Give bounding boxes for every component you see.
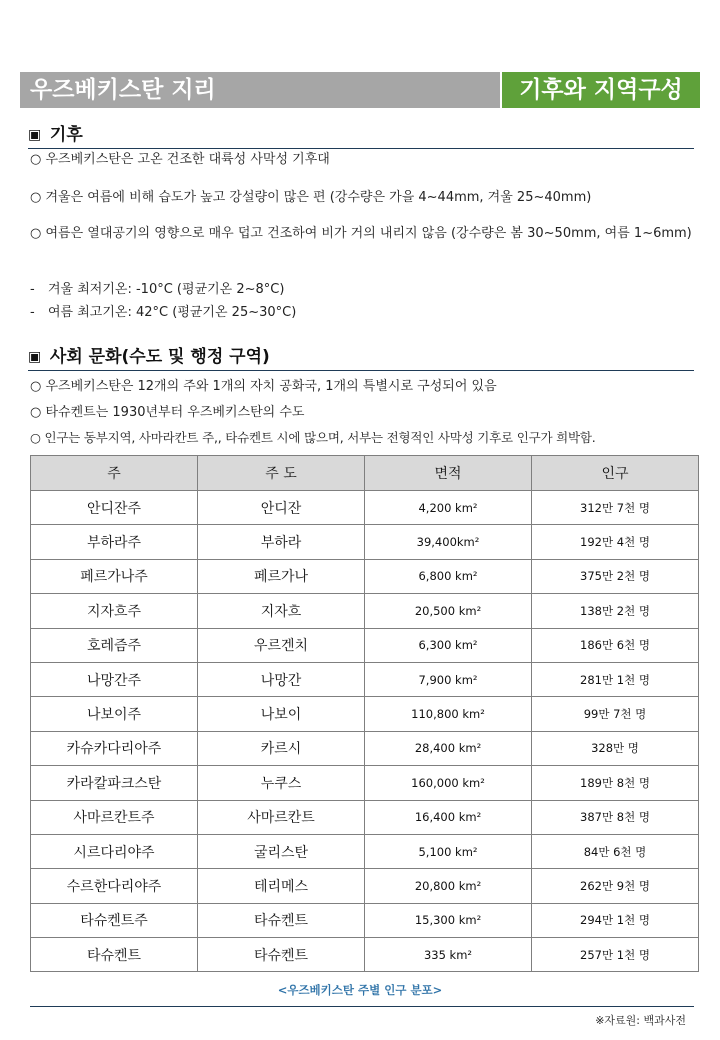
society-item: ○ 타슈켄트는 1930년부터 우즈베키스탄의 수도: [30, 405, 305, 420]
capital-cell: 카르시: [198, 731, 365, 765]
society-item: ○ 인구는 동부지역, 사마라칸트 주,, 타슈켄트 시에 많으며, 서부는 전형적인 사막성 기후로 인구가 희박함.: [30, 430, 596, 445]
capital-cell: 테리메스: [198, 869, 365, 903]
table-row: [31, 731, 699, 765]
table-row: [31, 525, 699, 559]
square-bullet-icon: ▣: [28, 127, 42, 143]
column-header-capital: 주 도: [198, 456, 365, 491]
capital-cell: 누쿠스: [198, 766, 365, 800]
capital-cell: 타슈켄트: [198, 903, 365, 937]
province-cell: 부하라주: [31, 525, 198, 559]
capital-cell: 페르가나: [198, 559, 365, 593]
capital-cell: 부하라: [198, 525, 365, 559]
column-header-population: 인구: [532, 456, 699, 491]
population-cell: 387만 8천 명: [532, 800, 699, 834]
province-cell: 카슈카다리아주: [31, 731, 198, 765]
province-cell: 지자흐주: [31, 594, 198, 628]
population-cell: 138만 2천 명: [532, 594, 699, 628]
table-row: [31, 800, 699, 834]
table-row: [31, 834, 699, 868]
population-cell: 375만 2천 명: [532, 559, 699, 593]
table-row: [31, 594, 699, 628]
table-row: [31, 491, 699, 525]
population-cell: 186만 6천 명: [532, 628, 699, 662]
table-row: [31, 628, 699, 662]
climate-item: ○ 우즈베키스탄은 고온 건조한 대륙성 사막성 기후대: [30, 152, 330, 167]
table-caption: <우즈베키스탄 주별 인구 분포>: [277, 983, 443, 997]
population-cell: 257만 1천 명: [532, 938, 699, 972]
society-heading: [28, 342, 694, 371]
population-cell: 281만 1천 명: [532, 662, 699, 696]
province-cell: 타슈켄트: [31, 938, 198, 972]
footer-divider: [30, 1006, 694, 1007]
province-cell: 페르가나주: [31, 559, 198, 593]
table-row: [31, 903, 699, 937]
climate-item: ○ 여름은 열대공기의 영향으로 매우 덥고 건조하여 비가 거의 내리지 않음 (강수량은 봄 30~50mm, 여름 1~6mm): [30, 226, 692, 241]
province-cell: 사마르칸트주: [31, 800, 198, 834]
population-cell: 99만 7천 명: [532, 697, 699, 731]
capital-cell: 굴리스탄: [198, 834, 365, 868]
province-cell: 타슈켄트주: [31, 903, 198, 937]
table-row: [31, 766, 699, 800]
column-header-area: 면적: [365, 456, 532, 491]
society-heading-label: 사회 문화(수도 및 행정 구역): [49, 347, 270, 367]
capital-cell: 타슈켄트: [198, 938, 365, 972]
province-cell: 나망간주: [31, 662, 198, 696]
table-row: [31, 938, 699, 972]
province-cell: 시르다리야주: [31, 834, 198, 868]
population-cell: 294만 1천 명: [532, 903, 699, 937]
capital-cell: 지자흐: [198, 594, 365, 628]
area-cell: 4,200 km²: [365, 491, 532, 525]
climate-detail: - 겨울 최저기온: -10°C (평균기온 2~8°C): [30, 282, 285, 297]
area-cell: 110,800 km²: [365, 697, 532, 731]
society-item: ○ 우즈베키스탄은 12개의 주와 1개의 자치 공화국, 1개의 특별시로 구성되어 있음: [30, 379, 497, 394]
table-row: [31, 869, 699, 903]
climate-detail-text: 여름 최고기온: 42°C (평균기온 25~30°C): [48, 305, 297, 320]
capital-cell: 안디잔: [198, 491, 365, 525]
population-cell: 328만 명: [532, 731, 699, 765]
square-bullet-icon: ▣: [28, 349, 42, 365]
table-header-row: [31, 456, 699, 491]
population-cell: 192만 4천 명: [532, 525, 699, 559]
area-cell: 6,800 km²: [365, 559, 532, 593]
population-cell: 312만 7천 명: [532, 491, 699, 525]
capital-cell: 우르겐치: [198, 628, 365, 662]
source-note: ※자료원: 백과사전: [595, 1014, 686, 1027]
population-cell: 84만 6천 명: [532, 834, 699, 868]
capital-cell: 나망간: [198, 662, 365, 696]
capital-cell: 사마르칸트: [198, 800, 365, 834]
capital-cell: 나보이: [198, 697, 365, 731]
area-cell: 7,900 km²: [365, 662, 532, 696]
area-cell: 39,400km²: [365, 525, 532, 559]
province-cell: 카라칼파크스탄: [31, 766, 198, 800]
area-cell: 16,400 km²: [365, 800, 532, 834]
population-cell: 189만 8천 명: [532, 766, 699, 800]
climate-detail-text: 겨울 최저기온: -10°C (평균기온 2~8°C): [48, 282, 285, 297]
table-row: [31, 697, 699, 731]
area-cell: 20,800 km²: [365, 869, 532, 903]
climate-heading-label: 기후: [49, 125, 83, 145]
province-cell: 안디잔주: [31, 491, 198, 525]
table-row: [31, 559, 699, 593]
page-tag: 기후와 지역구성: [502, 72, 700, 108]
climate-item: ○ 겨울은 여름에 비해 습도가 높고 강설량이 많은 편 (강수량은 가을 4~44mm, 겨울 25~40mm): [30, 190, 592, 205]
area-cell: 20,500 km²: [365, 594, 532, 628]
column-header-province: 주: [31, 456, 198, 491]
area-cell: 160,000 km²: [365, 766, 532, 800]
area-cell: 335 km²: [365, 938, 532, 972]
area-cell: 28,400 km²: [365, 731, 532, 765]
page-title: 우즈베키스탄 지리: [20, 72, 500, 108]
area-cell: 6,300 km²: [365, 628, 532, 662]
climate-detail: - 여름 최고기온: 42°C (평균기온 25~30°C): [30, 305, 297, 320]
population-table: [30, 455, 699, 972]
area-cell: 15,300 km²: [365, 903, 532, 937]
province-cell: 호레즘주: [31, 628, 198, 662]
province-cell: 나보이주: [31, 697, 198, 731]
province-cell: 수르한다리야주: [31, 869, 198, 903]
area-cell: 5,100 km²: [365, 834, 532, 868]
table-row: [31, 662, 699, 696]
population-cell: 262만 9천 명: [532, 869, 699, 903]
climate-heading: [28, 120, 694, 149]
page-header: [20, 72, 700, 108]
